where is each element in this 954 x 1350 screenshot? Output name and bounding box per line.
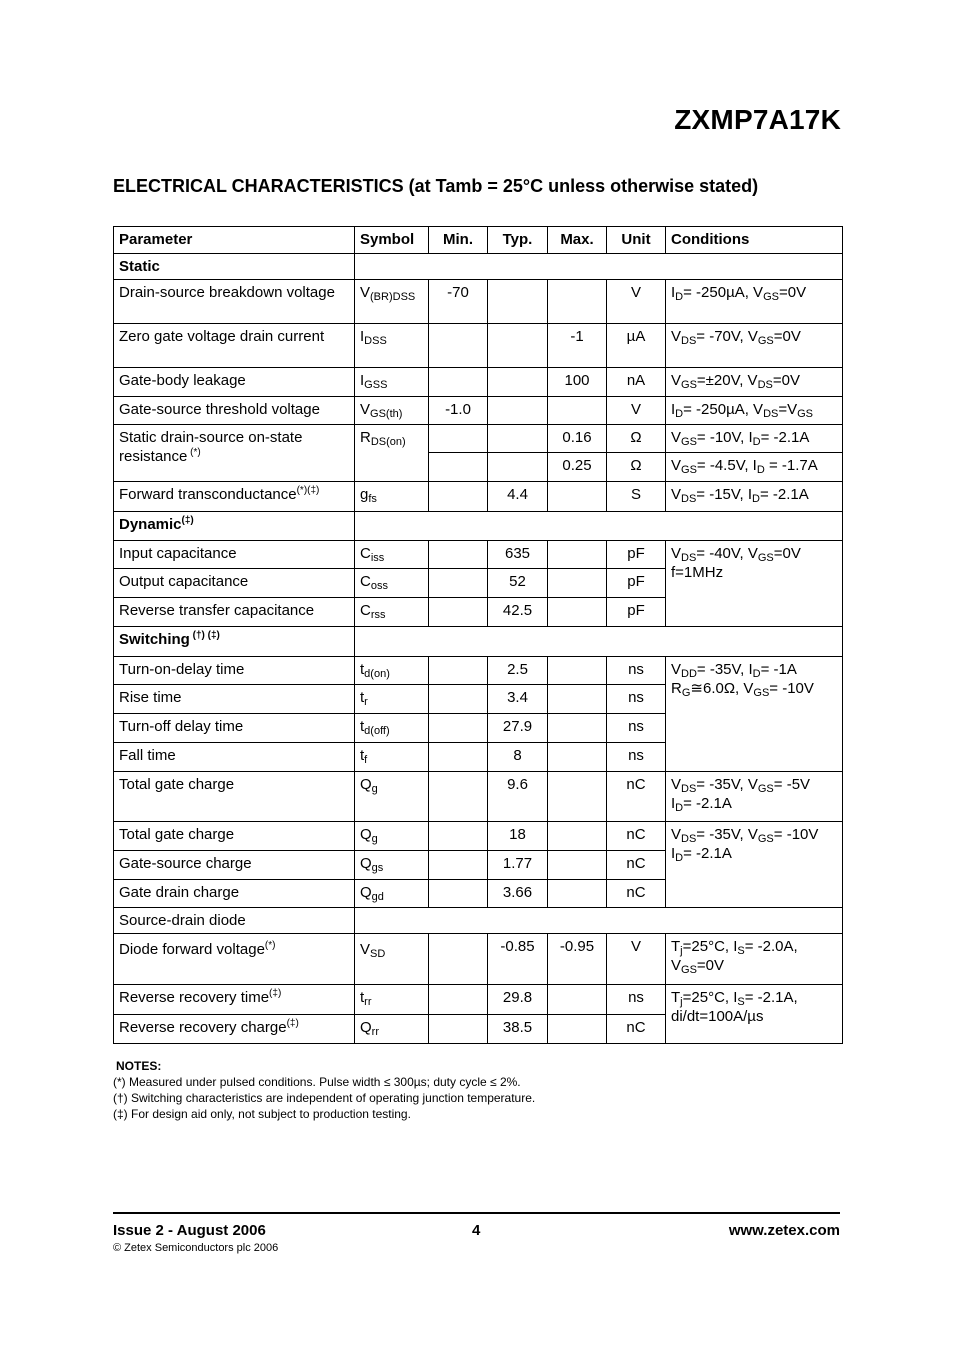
- unit-cell: nC: [607, 880, 666, 908]
- parameter-cell: Total gate charge: [114, 772, 355, 822]
- parameter-cell: Reverse recovery time(‡): [114, 985, 355, 1015]
- symbol-cell: $Q_{gs}$: [355, 851, 429, 880]
- section-title: ELECTRICAL CHARACTERISTICS (at Tamb = 25°C unless otherwise stated): [113, 176, 759, 196]
- max-cell: -1: [548, 324, 607, 368]
- parameter-cell: Static drain-source on-state resistance (*): [114, 425, 355, 482]
- section-row-static: [114, 254, 843, 280]
- conditions-cell: $V_{GS}=\pm 20V$, $V_{DS}=0V$: [666, 368, 843, 397]
- typ-cell: 18: [488, 822, 548, 851]
- typ-cell: -0.85: [488, 934, 548, 985]
- parameter-cell: Gate drain charge: [114, 880, 355, 908]
- conditions-cell: $V_{DS}= -40V$, $V_{GS}=0V$ f=1MHz: [666, 541, 843, 627]
- parameter-cell: Forward transconductance(*)(‡): [114, 482, 355, 512]
- typ-cell: 4.4: [488, 482, 548, 512]
- parameter-cell: Total gate charge: [114, 822, 355, 851]
- parameter-cell: Rise time: [114, 685, 355, 714]
- unit-cell: S: [607, 482, 666, 512]
- parameter-cell: Diode forward voltage(*): [114, 934, 355, 985]
- unit-cell: ns: [607, 985, 666, 1015]
- parameter-cell: Turn-off delay time: [114, 714, 355, 743]
- note-item: (*) Measured under pulsed conditions. Pulse width ≤ 300µs; duty cycle ≤ 2%.: [113, 1075, 521, 1089]
- parameter-cell: Output capacitance: [114, 569, 355, 598]
- symbol-cell: $Q_{gd}$: [355, 880, 429, 908]
- table-row: [114, 541, 843, 569]
- unit-cell: pF: [607, 541, 666, 569]
- unit-cell: µA: [607, 324, 666, 368]
- table-row: [114, 425, 843, 453]
- symbol-cell: $t_f$: [355, 743, 429, 772]
- conditions-cell: $T_j=25^\circ C$, $I_S= -2.0A$, $V_{GS}=0V$: [666, 934, 843, 985]
- conditions-cell: $V_{DS}= -35V$, $V_{GS}= -10V$ $I_D= -2.1A$: [666, 822, 843, 908]
- symbol-cell: $C_{rss}$: [355, 598, 429, 627]
- symbol-cell: $C_{iss}$: [355, 541, 429, 569]
- max-cell: 100: [548, 368, 607, 397]
- symbol-cell: $g_{fs}$: [355, 482, 429, 512]
- symbol-cell: $I_{GSS}$: [355, 368, 429, 397]
- typ-cell: 2.5: [488, 657, 548, 685]
- table-row: [114, 657, 843, 685]
- unit-cell: ns: [607, 714, 666, 743]
- symbol-cell: $V_{(BR)DSS}$: [355, 280, 429, 324]
- unit-cell: V: [607, 397, 666, 425]
- symbol-cell: $I_{DSS}$: [355, 324, 429, 368]
- section-label: Switching (†) (‡): [114, 627, 355, 657]
- unit-cell: V: [607, 934, 666, 985]
- table-row: [114, 934, 843, 985]
- max-cell: 0.16: [548, 425, 607, 453]
- table-row: [114, 772, 843, 822]
- parameter-cell: Input capacitance: [114, 541, 355, 569]
- parameter-cell: Reverse transfer capacitance: [114, 598, 355, 627]
- parameter-cell: Turn-on-delay time: [114, 657, 355, 685]
- section-row-source-drain: [114, 908, 843, 934]
- parameter-cell: Gate-source threshold voltage: [114, 397, 355, 425]
- table-row: [114, 985, 843, 1015]
- typ-cell: 29.8: [488, 985, 548, 1015]
- conditions-cell: $V_{DS}= -70V$, $V_{GS}=0V$: [666, 324, 843, 368]
- section-label: Static: [114, 254, 355, 280]
- typ-cell: 3.66: [488, 880, 548, 908]
- col-symbol: Symbol: [355, 227, 429, 254]
- table-header-row: [114, 227, 843, 254]
- unit-cell: nC: [607, 772, 666, 822]
- typ-cell: 42.5: [488, 598, 548, 627]
- typ-cell: 52: [488, 569, 548, 598]
- max-cell: -0.95: [548, 934, 607, 985]
- footer-rule: [113, 1212, 840, 1214]
- footer-issue: Issue 2 - August 2006: [113, 1222, 266, 1239]
- unit-cell: nC: [607, 1015, 666, 1044]
- symbol-cell: $t_{d(on)}$: [355, 657, 429, 685]
- part-number: ZXMP7A17K: [674, 104, 841, 135]
- footer-copyright: © Zetex Semiconductors plc 2006: [113, 1242, 279, 1254]
- symbol-cell: $V_{SD}$: [355, 934, 429, 985]
- col-min: Min.: [429, 227, 488, 254]
- typ-cell: 1.77: [488, 851, 548, 880]
- unit-cell: V: [607, 280, 666, 324]
- section-row-switching: [114, 627, 843, 657]
- unit-cell: nC: [607, 851, 666, 880]
- conditions-cell: $V_{GS}= -10V$, $I_D= -2.1A$: [666, 425, 843, 453]
- unit-cell: pF: [607, 569, 666, 598]
- notes-heading: NOTES:: [116, 1059, 162, 1073]
- max-cell: 0.25: [548, 453, 607, 482]
- table-row: [114, 397, 843, 425]
- conditions-cell: $V_{DS}= -15V$, $I_D= -2.1A$: [666, 482, 843, 512]
- symbol-cell: $Q_g$: [355, 772, 429, 822]
- notes: [113, 1058, 535, 1122]
- col-parameter: Parameter: [114, 227, 355, 254]
- unit-cell: ns: [607, 685, 666, 714]
- note-item: (†) Switching characteristics are independent of operating junction temperature.: [113, 1091, 536, 1105]
- unit-cell: Ω: [607, 453, 666, 482]
- symbol-cell: $V_{GS(th)}$: [355, 397, 429, 425]
- typ-cell: 635: [488, 541, 548, 569]
- typ-cell: 38.5: [488, 1015, 548, 1044]
- table-row: [114, 324, 843, 368]
- unit-cell: nC: [607, 822, 666, 851]
- unit-cell: ns: [607, 743, 666, 772]
- footer-page-number: 4: [472, 1222, 481, 1239]
- section-label: Source-drain diode: [114, 908, 355, 934]
- symbol-cell: $t_r$: [355, 685, 429, 714]
- symbol-cell: $Q_g$: [355, 822, 429, 851]
- parameter-cell: Drain-source breakdown voltage: [114, 280, 355, 324]
- col-max: Max.: [548, 227, 607, 254]
- parameter-cell: Fall time: [114, 743, 355, 772]
- section-row-dynamic: [114, 512, 843, 541]
- symbol-cell: $C_{oss}$: [355, 569, 429, 598]
- parameter-cell: Gate-body leakage: [114, 368, 355, 397]
- symbol-cell: $t_{rr}$: [355, 985, 429, 1015]
- conditions-cell: $V_{GS}= -4.5V$, $I_D = -1.7A$: [666, 453, 843, 482]
- typ-cell: 27.9: [488, 714, 548, 743]
- typ-cell: 3.4: [488, 685, 548, 714]
- typ-cell: 9.6: [488, 772, 548, 822]
- conditions-cell: $I_D= -250\mu A$, $V_{DS}=V_{GS}$: [666, 397, 843, 425]
- col-conditions: Conditions: [666, 227, 843, 254]
- footer-website: www.zetex.com: [728, 1222, 840, 1239]
- table-row: [114, 280, 843, 324]
- min-cell: -70: [429, 280, 488, 324]
- conditions-cell: $V_{DD}= -35V$, $I_D= -1A$ $R_G≅6.0\Omega$, $V_{GS}= -10V$: [666, 657, 843, 772]
- unit-cell: ns: [607, 657, 666, 685]
- col-typ: Typ.: [488, 227, 548, 254]
- unit-cell: pF: [607, 598, 666, 627]
- conditions-cell: $I_D= -250\mu A$, $V_{GS}=0V$: [666, 280, 843, 324]
- table-row: [114, 822, 843, 851]
- unit-cell: Ω: [607, 425, 666, 453]
- conditions-cell: $V_{DS}= -35V$, $V_{GS}= -5V$ $I_D= -2.1A$: [666, 772, 843, 822]
- symbol-cell: $t_{d(off)}$: [355, 714, 429, 743]
- col-unit: Unit: [607, 227, 666, 254]
- symbol-cell: $R_{DS(on)}$: [355, 425, 429, 482]
- section-label: Dynamic(‡): [114, 512, 355, 541]
- min-cell: -1.0: [429, 397, 488, 425]
- parameter-cell: Reverse recovery charge(‡): [114, 1015, 355, 1044]
- parameter-cell: Gate-source charge: [114, 851, 355, 880]
- symbol-cell: $Q_{rr}$: [355, 1015, 429, 1044]
- table-row: [114, 368, 843, 397]
- table-row: [114, 482, 843, 512]
- typ-cell: 8: [488, 743, 548, 772]
- parameter-cell: Zero gate voltage drain current: [114, 324, 355, 368]
- electrical-characteristics-table: [113, 226, 843, 1044]
- unit-cell: nA: [607, 368, 666, 397]
- note-item: (‡) For design aid only, not subject to production testing.: [113, 1107, 411, 1121]
- conditions-cell: $T_j=25^\circ C$, $I_S= -2.1A$, di/dt=100A/µs: [666, 985, 843, 1044]
